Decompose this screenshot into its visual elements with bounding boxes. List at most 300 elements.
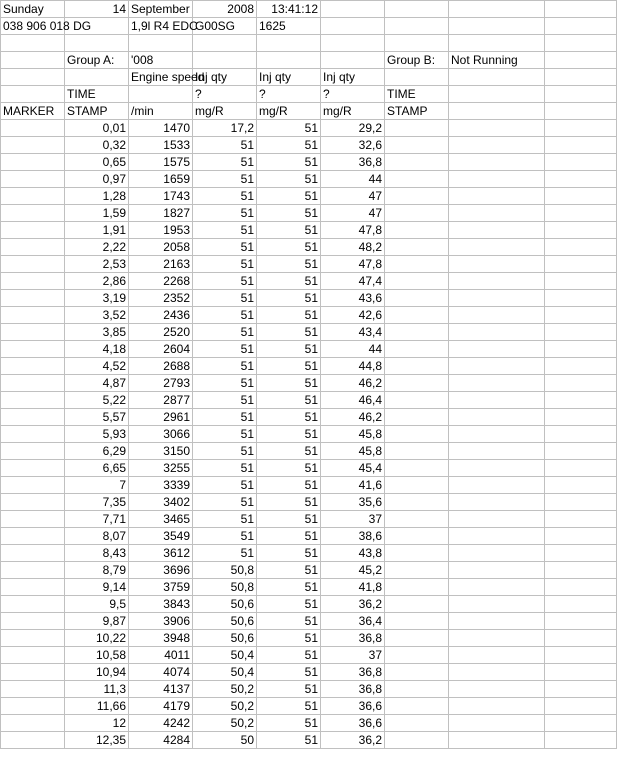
- cell[interactable]: [545, 154, 617, 171]
- cell[interactable]: [257, 35, 321, 52]
- cell[interactable]: [449, 732, 545, 749]
- cell[interactable]: [545, 188, 617, 205]
- cell[interactable]: [449, 341, 545, 358]
- data-cell[interactable]: 50,8: [193, 562, 257, 579]
- data-cell[interactable]: 51: [193, 545, 257, 562]
- cell[interactable]: [385, 290, 449, 307]
- cell[interactable]: [385, 154, 449, 171]
- data-cell[interactable]: 46,4: [321, 392, 385, 409]
- data-cell[interactable]: 51: [257, 154, 321, 171]
- data-cell[interactable]: 8,43: [65, 545, 129, 562]
- data-cell[interactable]: 45,4: [321, 460, 385, 477]
- cell[interactable]: [385, 137, 449, 154]
- cell[interactable]: [257, 52, 321, 69]
- data-cell[interactable]: 47: [321, 188, 385, 205]
- data-cell[interactable]: 51: [193, 528, 257, 545]
- cell[interactable]: MARKER: [1, 103, 65, 120]
- cell[interactable]: ?: [193, 86, 257, 103]
- cell[interactable]: [321, 52, 385, 69]
- data-cell[interactable]: 9,5: [65, 596, 129, 613]
- cell[interactable]: [385, 69, 449, 86]
- data-cell[interactable]: 44,8: [321, 358, 385, 375]
- data-cell[interactable]: 51: [257, 120, 321, 137]
- data-cell[interactable]: 3759: [129, 579, 193, 596]
- data-cell[interactable]: 2688: [129, 358, 193, 375]
- data-cell[interactable]: 1470: [129, 120, 193, 137]
- data-cell[interactable]: 50,4: [193, 647, 257, 664]
- cell[interactable]: [385, 477, 449, 494]
- data-cell[interactable]: 0,32: [65, 137, 129, 154]
- data-cell[interactable]: 2961: [129, 409, 193, 426]
- cell[interactable]: [449, 69, 545, 86]
- marker-cell[interactable]: [1, 375, 65, 392]
- cell[interactable]: [545, 171, 617, 188]
- data-cell[interactable]: 42,6: [321, 307, 385, 324]
- data-cell[interactable]: 51: [257, 443, 321, 460]
- cell[interactable]: [545, 596, 617, 613]
- data-cell[interactable]: 50,6: [193, 596, 257, 613]
- cell[interactable]: [545, 681, 617, 698]
- cell[interactable]: [545, 426, 617, 443]
- data-cell[interactable]: 51: [257, 562, 321, 579]
- marker-cell[interactable]: [1, 358, 65, 375]
- data-cell[interactable]: 4,87: [65, 375, 129, 392]
- cell[interactable]: [449, 715, 545, 732]
- data-cell[interactable]: 3,19: [65, 290, 129, 307]
- cell[interactable]: [385, 188, 449, 205]
- cell[interactable]: [129, 35, 193, 52]
- data-cell[interactable]: 1,91: [65, 222, 129, 239]
- data-cell[interactable]: 1827: [129, 205, 193, 222]
- data-cell[interactable]: 51: [193, 154, 257, 171]
- cell[interactable]: [385, 409, 449, 426]
- cell[interactable]: [545, 562, 617, 579]
- cell[interactable]: [545, 205, 617, 222]
- cell[interactable]: [1, 69, 65, 86]
- cell[interactable]: [385, 647, 449, 664]
- data-cell[interactable]: 1,59: [65, 205, 129, 222]
- data-cell[interactable]: 51: [257, 426, 321, 443]
- cell[interactable]: [449, 86, 545, 103]
- marker-cell[interactable]: [1, 613, 65, 630]
- marker-cell[interactable]: [1, 698, 65, 715]
- data-cell[interactable]: 2268: [129, 273, 193, 290]
- data-cell[interactable]: 51: [193, 222, 257, 239]
- data-cell[interactable]: 51: [257, 630, 321, 647]
- data-cell[interactable]: 48,2: [321, 239, 385, 256]
- data-cell[interactable]: 45,2: [321, 562, 385, 579]
- cell[interactable]: [65, 35, 129, 52]
- data-cell[interactable]: 47,8: [321, 222, 385, 239]
- data-cell[interactable]: 1953: [129, 222, 193, 239]
- marker-cell[interactable]: [1, 647, 65, 664]
- data-cell[interactable]: 36,4: [321, 613, 385, 630]
- data-cell[interactable]: 51: [193, 494, 257, 511]
- data-cell[interactable]: 51: [257, 698, 321, 715]
- data-cell[interactable]: 51: [257, 256, 321, 273]
- data-cell[interactable]: 3549: [129, 528, 193, 545]
- cell[interactable]: September: [129, 1, 193, 18]
- cell[interactable]: [385, 681, 449, 698]
- cell[interactable]: [385, 392, 449, 409]
- data-cell[interactable]: 36,6: [321, 715, 385, 732]
- cell[interactable]: [545, 443, 617, 460]
- data-cell[interactable]: 51: [257, 528, 321, 545]
- cell[interactable]: [385, 732, 449, 749]
- data-cell[interactable]: 4,52: [65, 358, 129, 375]
- data-cell[interactable]: 4179: [129, 698, 193, 715]
- data-cell[interactable]: 51: [193, 239, 257, 256]
- marker-cell[interactable]: [1, 137, 65, 154]
- cell[interactable]: [545, 341, 617, 358]
- cell[interactable]: [449, 664, 545, 681]
- data-cell[interactable]: 51: [257, 647, 321, 664]
- data-cell[interactable]: 2604: [129, 341, 193, 358]
- data-cell[interactable]: 51: [193, 290, 257, 307]
- cell[interactable]: 2008: [193, 1, 257, 18]
- cell[interactable]: [449, 1, 545, 18]
- data-cell[interactable]: 3066: [129, 426, 193, 443]
- data-cell[interactable]: 50,2: [193, 715, 257, 732]
- data-cell[interactable]: 3906: [129, 613, 193, 630]
- data-cell[interactable]: 4284: [129, 732, 193, 749]
- cell[interactable]: [545, 239, 617, 256]
- data-cell[interactable]: 51: [257, 392, 321, 409]
- data-cell[interactable]: 51: [257, 596, 321, 613]
- cell[interactable]: [449, 18, 545, 35]
- cell[interactable]: [385, 375, 449, 392]
- data-cell[interactable]: 2352: [129, 290, 193, 307]
- cell[interactable]: [385, 460, 449, 477]
- data-cell[interactable]: 0,65: [65, 154, 129, 171]
- data-cell[interactable]: 46,2: [321, 409, 385, 426]
- data-cell[interactable]: 50: [193, 732, 257, 749]
- data-cell[interactable]: 51: [193, 409, 257, 426]
- data-cell[interactable]: 51: [193, 358, 257, 375]
- data-cell[interactable]: 36,8: [321, 154, 385, 171]
- cell[interactable]: TIME: [65, 86, 129, 103]
- marker-cell[interactable]: [1, 392, 65, 409]
- cell[interactable]: [193, 35, 257, 52]
- cell[interactable]: [385, 443, 449, 460]
- cell[interactable]: [449, 443, 545, 460]
- data-cell[interactable]: 51: [193, 477, 257, 494]
- cell[interactable]: [385, 307, 449, 324]
- cell[interactable]: [449, 545, 545, 562]
- cell[interactable]: [449, 154, 545, 171]
- data-cell[interactable]: 50,2: [193, 681, 257, 698]
- cell[interactable]: [385, 205, 449, 222]
- data-cell[interactable]: 41,6: [321, 477, 385, 494]
- data-cell[interactable]: 4242: [129, 715, 193, 732]
- cell[interactable]: [449, 562, 545, 579]
- cell[interactable]: [385, 494, 449, 511]
- data-cell[interactable]: 36,2: [321, 732, 385, 749]
- cell[interactable]: [449, 290, 545, 307]
- data-cell[interactable]: 12: [65, 715, 129, 732]
- cell[interactable]: [545, 392, 617, 409]
- data-cell[interactable]: 3843: [129, 596, 193, 613]
- data-cell[interactable]: 50,2: [193, 698, 257, 715]
- data-cell[interactable]: 51: [257, 511, 321, 528]
- data-cell[interactable]: 47: [321, 205, 385, 222]
- data-cell[interactable]: 0,97: [65, 171, 129, 188]
- data-cell[interactable]: 51: [257, 341, 321, 358]
- cell[interactable]: [545, 375, 617, 392]
- cell[interactable]: [545, 511, 617, 528]
- cell[interactable]: [545, 715, 617, 732]
- data-cell[interactable]: 3150: [129, 443, 193, 460]
- marker-cell[interactable]: [1, 511, 65, 528]
- cell[interactable]: mg/R: [321, 103, 385, 120]
- marker-cell[interactable]: [1, 579, 65, 596]
- data-cell[interactable]: 3,85: [65, 324, 129, 341]
- cell[interactable]: [449, 426, 545, 443]
- cell[interactable]: [449, 103, 545, 120]
- data-cell[interactable]: 10,94: [65, 664, 129, 681]
- data-cell[interactable]: 51: [257, 137, 321, 154]
- data-cell[interactable]: 8,07: [65, 528, 129, 545]
- cell[interactable]: [545, 732, 617, 749]
- cell[interactable]: [449, 120, 545, 137]
- data-cell[interactable]: 2163: [129, 256, 193, 273]
- cell[interactable]: [545, 460, 617, 477]
- cell[interactable]: [545, 222, 617, 239]
- cell[interactable]: [385, 358, 449, 375]
- cell[interactable]: [449, 273, 545, 290]
- data-cell[interactable]: 37: [321, 511, 385, 528]
- cell[interactable]: [449, 681, 545, 698]
- data-cell[interactable]: 9,87: [65, 613, 129, 630]
- cell[interactable]: '008: [129, 52, 193, 69]
- data-cell[interactable]: 37: [321, 647, 385, 664]
- data-cell[interactable]: 51: [193, 137, 257, 154]
- cell[interactable]: [449, 222, 545, 239]
- data-cell[interactable]: 51: [193, 375, 257, 392]
- cell[interactable]: [385, 239, 449, 256]
- cell[interactable]: [545, 613, 617, 630]
- cell[interactable]: [385, 664, 449, 681]
- cell[interactable]: [321, 35, 385, 52]
- data-cell[interactable]: 51: [257, 664, 321, 681]
- data-cell[interactable]: 11,66: [65, 698, 129, 715]
- marker-cell[interactable]: [1, 256, 65, 273]
- cell[interactable]: [385, 171, 449, 188]
- data-cell[interactable]: 51: [257, 307, 321, 324]
- data-cell[interactable]: 7,35: [65, 494, 129, 511]
- cell[interactable]: [385, 120, 449, 137]
- cell[interactable]: [449, 647, 545, 664]
- data-cell[interactable]: 3612: [129, 545, 193, 562]
- cell[interactable]: [385, 545, 449, 562]
- cell[interactable]: [449, 392, 545, 409]
- data-cell[interactable]: 10,22: [65, 630, 129, 647]
- cell[interactable]: [321, 18, 385, 35]
- data-cell[interactable]: 51: [193, 511, 257, 528]
- marker-cell[interactable]: [1, 324, 65, 341]
- cell[interactable]: Inj qty: [193, 69, 257, 86]
- data-cell[interactable]: 45,8: [321, 426, 385, 443]
- cell[interactable]: [385, 1, 449, 18]
- data-cell[interactable]: 12,35: [65, 732, 129, 749]
- cell[interactable]: [449, 324, 545, 341]
- cell[interactable]: STAMP: [385, 103, 449, 120]
- data-cell[interactable]: 36,8: [321, 681, 385, 698]
- data-cell[interactable]: 9,14: [65, 579, 129, 596]
- cell[interactable]: [449, 35, 545, 52]
- cell[interactable]: [545, 698, 617, 715]
- cell[interactable]: [545, 545, 617, 562]
- data-cell[interactable]: 17,2: [193, 120, 257, 137]
- data-cell[interactable]: 2058: [129, 239, 193, 256]
- cell[interactable]: 14: [65, 1, 129, 18]
- cell[interactable]: [385, 222, 449, 239]
- data-cell[interactable]: 50,8: [193, 579, 257, 596]
- marker-cell[interactable]: [1, 120, 65, 137]
- cell[interactable]: [545, 307, 617, 324]
- cell[interactable]: [449, 494, 545, 511]
- cell[interactable]: [385, 613, 449, 630]
- cell[interactable]: [385, 562, 449, 579]
- marker-cell[interactable]: [1, 409, 65, 426]
- marker-cell[interactable]: [1, 341, 65, 358]
- cell[interactable]: [449, 171, 545, 188]
- cell[interactable]: [385, 324, 449, 341]
- marker-cell[interactable]: [1, 171, 65, 188]
- data-cell[interactable]: 43,4: [321, 324, 385, 341]
- data-cell[interactable]: 50,6: [193, 613, 257, 630]
- data-cell[interactable]: 1533: [129, 137, 193, 154]
- data-cell[interactable]: 3255: [129, 460, 193, 477]
- data-cell[interactable]: 51: [257, 205, 321, 222]
- cell[interactable]: [449, 409, 545, 426]
- data-cell[interactable]: 2,86: [65, 273, 129, 290]
- cell[interactable]: [449, 579, 545, 596]
- data-cell[interactable]: 1,28: [65, 188, 129, 205]
- cell[interactable]: [385, 511, 449, 528]
- cell[interactable]: TIME: [385, 86, 449, 103]
- marker-cell[interactable]: [1, 205, 65, 222]
- cell[interactable]: 1,9l R4 EDC: [129, 18, 193, 35]
- data-cell[interactable]: 51: [193, 188, 257, 205]
- data-cell[interactable]: 51: [257, 358, 321, 375]
- cell[interactable]: [65, 69, 129, 86]
- marker-cell[interactable]: [1, 426, 65, 443]
- data-cell[interactable]: 5,57: [65, 409, 129, 426]
- cell[interactable]: 1625: [257, 18, 321, 35]
- data-cell[interactable]: 10,58: [65, 647, 129, 664]
- cell[interactable]: [449, 358, 545, 375]
- cell[interactable]: [385, 426, 449, 443]
- marker-cell[interactable]: [1, 443, 65, 460]
- cell[interactable]: [321, 1, 385, 18]
- data-cell[interactable]: 43,6: [321, 290, 385, 307]
- data-cell[interactable]: 44: [321, 341, 385, 358]
- marker-cell[interactable]: [1, 222, 65, 239]
- cell[interactable]: mg/R: [257, 103, 321, 120]
- cell[interactable]: 13:41:12: [257, 1, 321, 18]
- data-cell[interactable]: 4,18: [65, 341, 129, 358]
- marker-cell[interactable]: [1, 664, 65, 681]
- data-cell[interactable]: 51: [257, 171, 321, 188]
- cell[interactable]: [545, 52, 617, 69]
- cell[interactable]: [545, 273, 617, 290]
- marker-cell[interactable]: [1, 273, 65, 290]
- cell[interactable]: [385, 341, 449, 358]
- data-cell[interactable]: 51: [257, 732, 321, 749]
- cell[interactable]: [545, 409, 617, 426]
- data-cell[interactable]: 51: [193, 443, 257, 460]
- cell[interactable]: [449, 256, 545, 273]
- cell[interactable]: Group A:: [65, 52, 129, 69]
- data-cell[interactable]: 50,6: [193, 630, 257, 647]
- data-cell[interactable]: 51: [193, 392, 257, 409]
- cell[interactable]: Sunday: [1, 1, 65, 18]
- data-cell[interactable]: 4074: [129, 664, 193, 681]
- data-cell[interactable]: 0,01: [65, 120, 129, 137]
- data-cell[interactable]: 51: [257, 494, 321, 511]
- data-cell[interactable]: 51: [193, 307, 257, 324]
- cell[interactable]: [1, 52, 65, 69]
- cell[interactable]: [545, 664, 617, 681]
- cell[interactable]: [449, 613, 545, 630]
- data-cell[interactable]: 36,8: [321, 630, 385, 647]
- data-cell[interactable]: 51: [257, 460, 321, 477]
- data-cell[interactable]: 51: [257, 681, 321, 698]
- data-cell[interactable]: 50,4: [193, 664, 257, 681]
- cell[interactable]: [449, 239, 545, 256]
- data-cell[interactable]: 3948: [129, 630, 193, 647]
- cell[interactable]: [449, 511, 545, 528]
- data-cell[interactable]: 46,2: [321, 375, 385, 392]
- cell[interactable]: [545, 477, 617, 494]
- data-cell[interactable]: 51: [257, 579, 321, 596]
- data-cell[interactable]: 36,6: [321, 698, 385, 715]
- cell[interactable]: [385, 528, 449, 545]
- data-cell[interactable]: 35,6: [321, 494, 385, 511]
- data-cell[interactable]: 2,22: [65, 239, 129, 256]
- cell[interactable]: [385, 579, 449, 596]
- data-cell[interactable]: 51: [257, 715, 321, 732]
- cell[interactable]: [545, 1, 617, 18]
- cell[interactable]: [385, 256, 449, 273]
- cell[interactable]: 038 906 018 DG: [1, 18, 65, 35]
- data-cell[interactable]: 1659: [129, 171, 193, 188]
- data-cell[interactable]: 29,2: [321, 120, 385, 137]
- cell[interactable]: [545, 647, 617, 664]
- data-cell[interactable]: 36,2: [321, 596, 385, 613]
- cell[interactable]: [545, 103, 617, 120]
- cell[interactable]: [545, 324, 617, 341]
- cell[interactable]: Group B:: [385, 52, 449, 69]
- cell[interactable]: [449, 137, 545, 154]
- data-cell[interactable]: 44: [321, 171, 385, 188]
- data-cell[interactable]: 45,8: [321, 443, 385, 460]
- cell[interactable]: [545, 35, 617, 52]
- marker-cell[interactable]: [1, 630, 65, 647]
- data-cell[interactable]: 36,8: [321, 664, 385, 681]
- cell[interactable]: STAMP: [65, 103, 129, 120]
- data-cell[interactable]: 4137: [129, 681, 193, 698]
- data-cell[interactable]: 2793: [129, 375, 193, 392]
- cell[interactable]: [545, 579, 617, 596]
- cell[interactable]: Engine speed: [129, 69, 193, 86]
- data-cell[interactable]: 1575: [129, 154, 193, 171]
- data-cell[interactable]: 3339: [129, 477, 193, 494]
- marker-cell[interactable]: [1, 460, 65, 477]
- marker-cell[interactable]: [1, 307, 65, 324]
- data-cell[interactable]: 2,53: [65, 256, 129, 273]
